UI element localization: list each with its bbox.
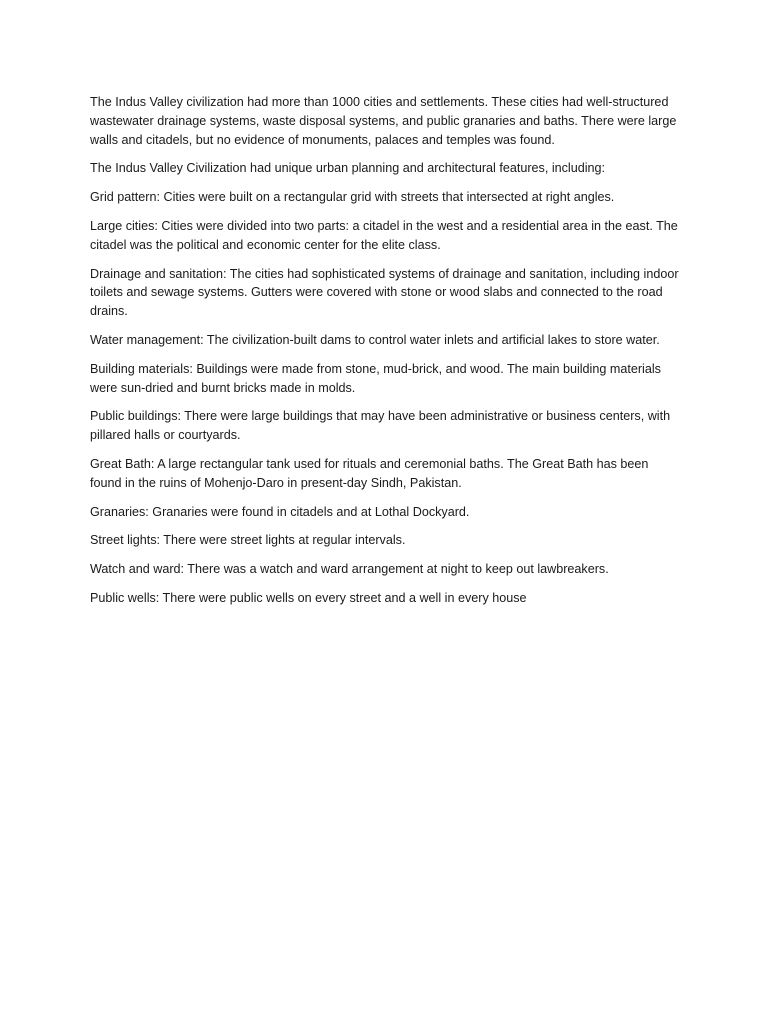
paragraph-street-lights: Street lights: There were street lights at regular intervals. [90,533,406,548]
paragraph-public-buildings: Public buildings: There were large buildings that may have been administrative or business centers, with pillared halls or courtyards. [90,409,671,443]
document-body [90,93,680,618]
paragraph-intro: The Indus Valley civilization had more than 1000 cities and settlements. These cities had well-structured wastewater drainage systems, waste disposal systems, and public granaries and baths. There were large walls and citadels, but no evidence of monuments, palaces and temples was found. [90,95,677,147]
paragraph-watch-and-ward: Watch and ward: There was a watch and ward arrangement at night to keep out lawbreakers. [90,562,609,577]
paragraph-drainage: Drainage and sanitation: The cities had sophisticated systems of drainage and sanitation, including indoor toilets and sewage systems. Gutters were covered with stone or wood slabs and connected to the road drains. [90,266,679,319]
paragraph-water-management: Water management: The civilization-built dams to control water inlets and artificial lakes to store water. [90,332,660,347]
paragraph-features-lead: The Indus Valley Civilization had unique urban planning and architectural features, including: [90,161,606,176]
paragraph-granaries: Granaries: Granaries were found in citadels and at Lothal Dockyard. [90,504,470,519]
paragraph-building-materials: Building materials: Buildings were made from stone, mud-brick, and wood. The main building materials were sun-dried and burnt bricks made in molds. [90,361,661,395]
paragraph-grid-pattern: Grid pattern: Cities were built on a rectangular grid with streets that intersected at right angles. [90,190,615,205]
paragraph-public-wells: Public wells: There were public wells on every street and a well in every house [90,590,527,605]
paragraph-large-cities: Large cities: Cities were divided into two parts: a citadel in the west and a residential area in the east. The citadel was the political and economic center for the elite class. [90,218,678,252]
paragraph-great-bath: Great Bath: A large rectangular tank used for rituals and ceremonial baths. The Great Bath has been found in the ruins of Mohenjo-Daro in present-day Sindh, Pakistan. [90,456,649,490]
